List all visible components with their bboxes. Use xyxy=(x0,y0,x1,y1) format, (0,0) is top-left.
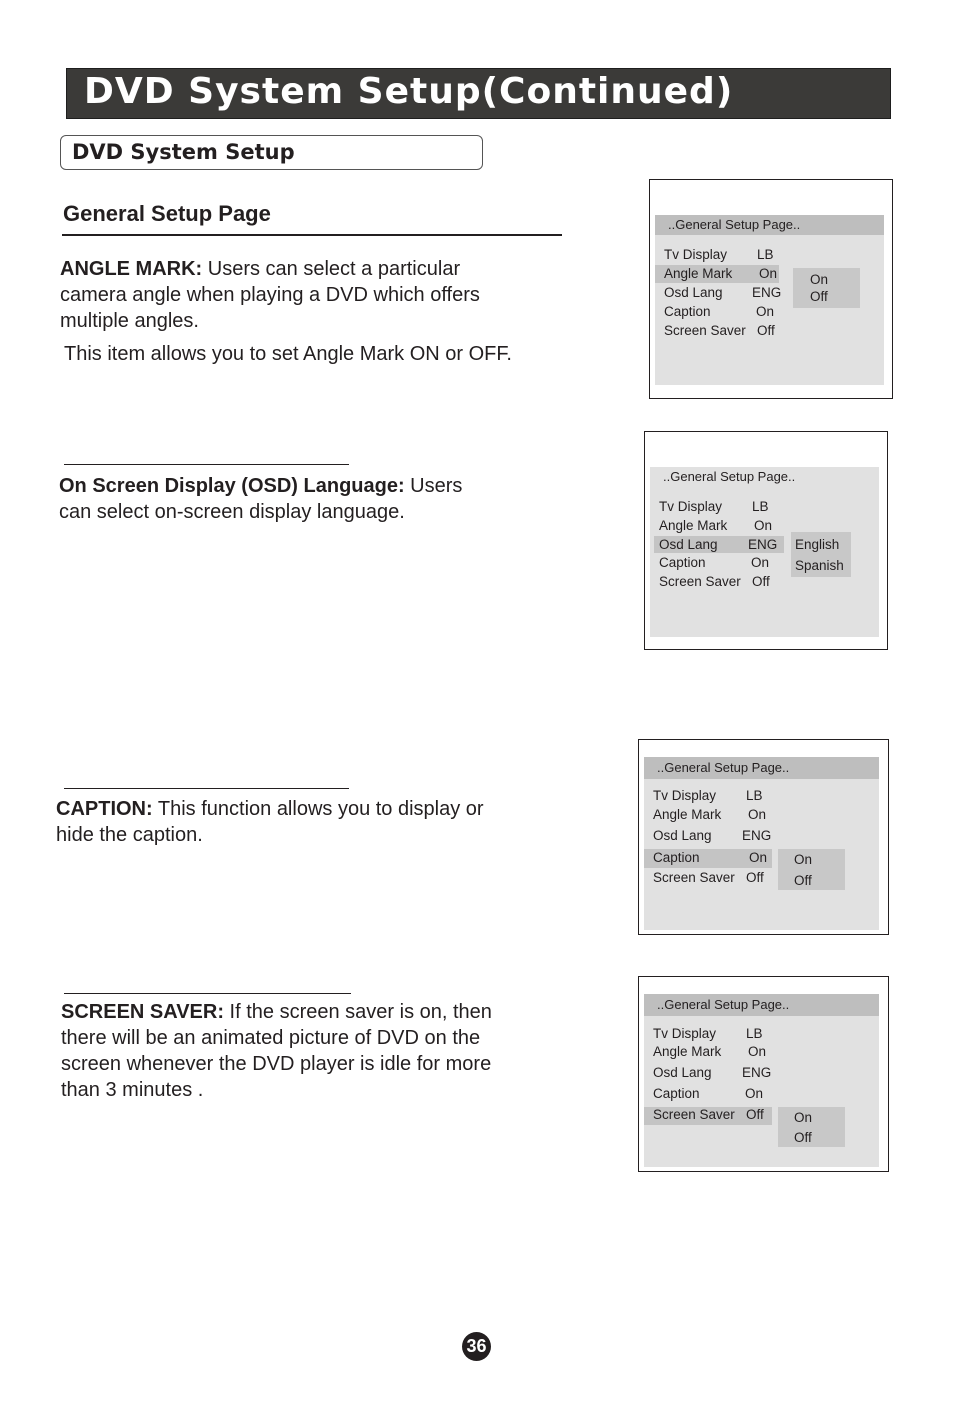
osd-screen-osd-lang xyxy=(644,431,888,650)
osd-value-caption: On xyxy=(749,850,768,865)
osd-item-caption: Caption xyxy=(653,850,700,865)
osd-submenu-on-off xyxy=(778,849,845,890)
screen-saver-label: SCREEN SAVER: xyxy=(61,1001,224,1023)
osd-option-off: Off xyxy=(794,873,812,888)
heading-underline xyxy=(62,234,562,236)
divider-caption xyxy=(64,788,349,789)
osd-item-screen-saver: Screen Saver xyxy=(653,870,735,885)
osd-item-tv-display: Tv Display xyxy=(653,788,717,803)
osd-option-on: On xyxy=(794,1110,813,1125)
osd-submenu-on-off xyxy=(778,1107,845,1147)
osd-item-osd-lang: Osd Lang xyxy=(659,537,718,552)
osd-item-caption: Caption xyxy=(659,555,706,570)
osd-value-screen-saver: Off xyxy=(746,1107,764,1122)
osd-value-screen-saver: Off xyxy=(752,574,770,589)
osd-value-tv-display: LB xyxy=(757,247,774,262)
osd-value-tv-display: LB xyxy=(746,788,763,803)
page-number: 36 xyxy=(462,1332,491,1361)
divider-screen-saver xyxy=(64,993,351,994)
osd-value-osd-lang: ENG xyxy=(742,828,772,843)
osd-value-tv-display: LB xyxy=(752,499,769,514)
osd-option-spanish: Spanish xyxy=(795,558,844,573)
page-title-bar xyxy=(66,68,891,119)
osd-item-angle-mark: Angle Mark xyxy=(653,807,722,822)
osd-value-tv-display: LB xyxy=(746,1026,763,1041)
osd-option-off: Off xyxy=(794,1130,812,1145)
osd-option-on: On xyxy=(810,272,829,287)
section-subtitle-box xyxy=(60,135,483,170)
osd-menu-panel xyxy=(644,757,879,930)
osd-value-osd-lang: ENG xyxy=(752,285,782,300)
osd-menu-header: ..General Setup Page.. xyxy=(655,215,884,235)
osd-value-angle-mark: On xyxy=(748,807,767,822)
osd-item-screen-saver: Screen Saver xyxy=(659,574,741,589)
osd-language-label: On Screen Display (OSD) Language: xyxy=(59,475,405,497)
osd-screen-angle-mark xyxy=(649,179,893,399)
osd-item-osd-lang: Osd Lang xyxy=(653,1065,712,1080)
caption-description: CAPTION: This function allows you to display or hide the caption. xyxy=(56,798,484,846)
osd-screen-caption xyxy=(638,739,889,935)
osd-item-osd-lang: Osd Lang xyxy=(664,285,723,300)
page-title: DVD System Setup(Continued) xyxy=(84,71,734,112)
osd-option-off: Off xyxy=(810,289,828,304)
osd-submenu-language xyxy=(791,532,851,577)
osd-value-osd-lang: ENG xyxy=(742,1065,772,1080)
osd-option-on: On xyxy=(794,852,813,867)
osd-item-caption: Caption xyxy=(664,304,711,319)
osd-value-caption: On xyxy=(751,555,770,570)
osd-item-screen-saver: Screen Saver xyxy=(664,323,746,338)
osd-menu-panel xyxy=(655,215,884,385)
osd-item-angle-mark: Angle Mark xyxy=(664,266,733,281)
osd-option-english: English xyxy=(795,537,840,552)
osd-item-osd-lang: Osd Lang xyxy=(653,828,712,843)
osd-item-caption: Caption xyxy=(653,1086,700,1101)
osd-value-angle-mark: On xyxy=(748,1044,767,1059)
osd-value-screen-saver: Off xyxy=(746,870,764,885)
osd-screen-screen-saver xyxy=(638,976,889,1172)
osd-item-angle-mark: Angle Mark xyxy=(653,1044,722,1059)
osd-item-angle-mark: Angle Mark xyxy=(659,518,728,533)
divider-osd xyxy=(64,464,349,465)
osd-menu-header: ..General Setup Page.. xyxy=(650,467,879,487)
osd-value-screen-saver: Off xyxy=(757,323,775,338)
osd-menu-panel xyxy=(650,467,879,637)
angle-mark-label: ANGLE MARK: xyxy=(60,258,203,280)
osd-submenu-on-off xyxy=(793,268,860,308)
osd-item-tv-display: Tv Display xyxy=(659,499,723,514)
osd-language-description: On Screen Display (OSD) Language: Users can select on-screen display language. xyxy=(59,475,463,523)
osd-menu-header: ..General Setup Page.. xyxy=(644,757,879,779)
osd-value-caption: On xyxy=(745,1086,764,1101)
osd-value-osd-lang: ENG xyxy=(748,537,778,552)
osd-value-angle-mark: On xyxy=(754,518,773,533)
general-setup-heading: General Setup Page xyxy=(63,201,271,226)
osd-item-tv-display: Tv Display xyxy=(653,1026,717,1041)
osd-item-screen-saver: Screen Saver xyxy=(653,1107,735,1122)
screen-saver-description: SCREEN SAVER: If the screen saver is on, then there will be an animated picture of DVD on the screen whenever the DVD player is idle for more than 3 minutes . xyxy=(61,1001,492,1101)
osd-value-caption: On xyxy=(756,304,775,319)
osd-item-tv-display: Tv Display xyxy=(664,247,728,262)
caption-label: CAPTION: xyxy=(56,798,153,820)
osd-menu-panel xyxy=(644,994,879,1167)
section-subtitle: DVD System Setup xyxy=(72,140,295,164)
angle-mark-description: ANGLE MARK: Users can select a particular camera angle when playing a DVD which offers multiple angles. This item allows you to set Angle Mark ON or OFF. xyxy=(60,258,512,365)
osd-value-angle-mark: On xyxy=(759,266,778,281)
osd-menu-header: ..General Setup Page.. xyxy=(644,994,879,1016)
